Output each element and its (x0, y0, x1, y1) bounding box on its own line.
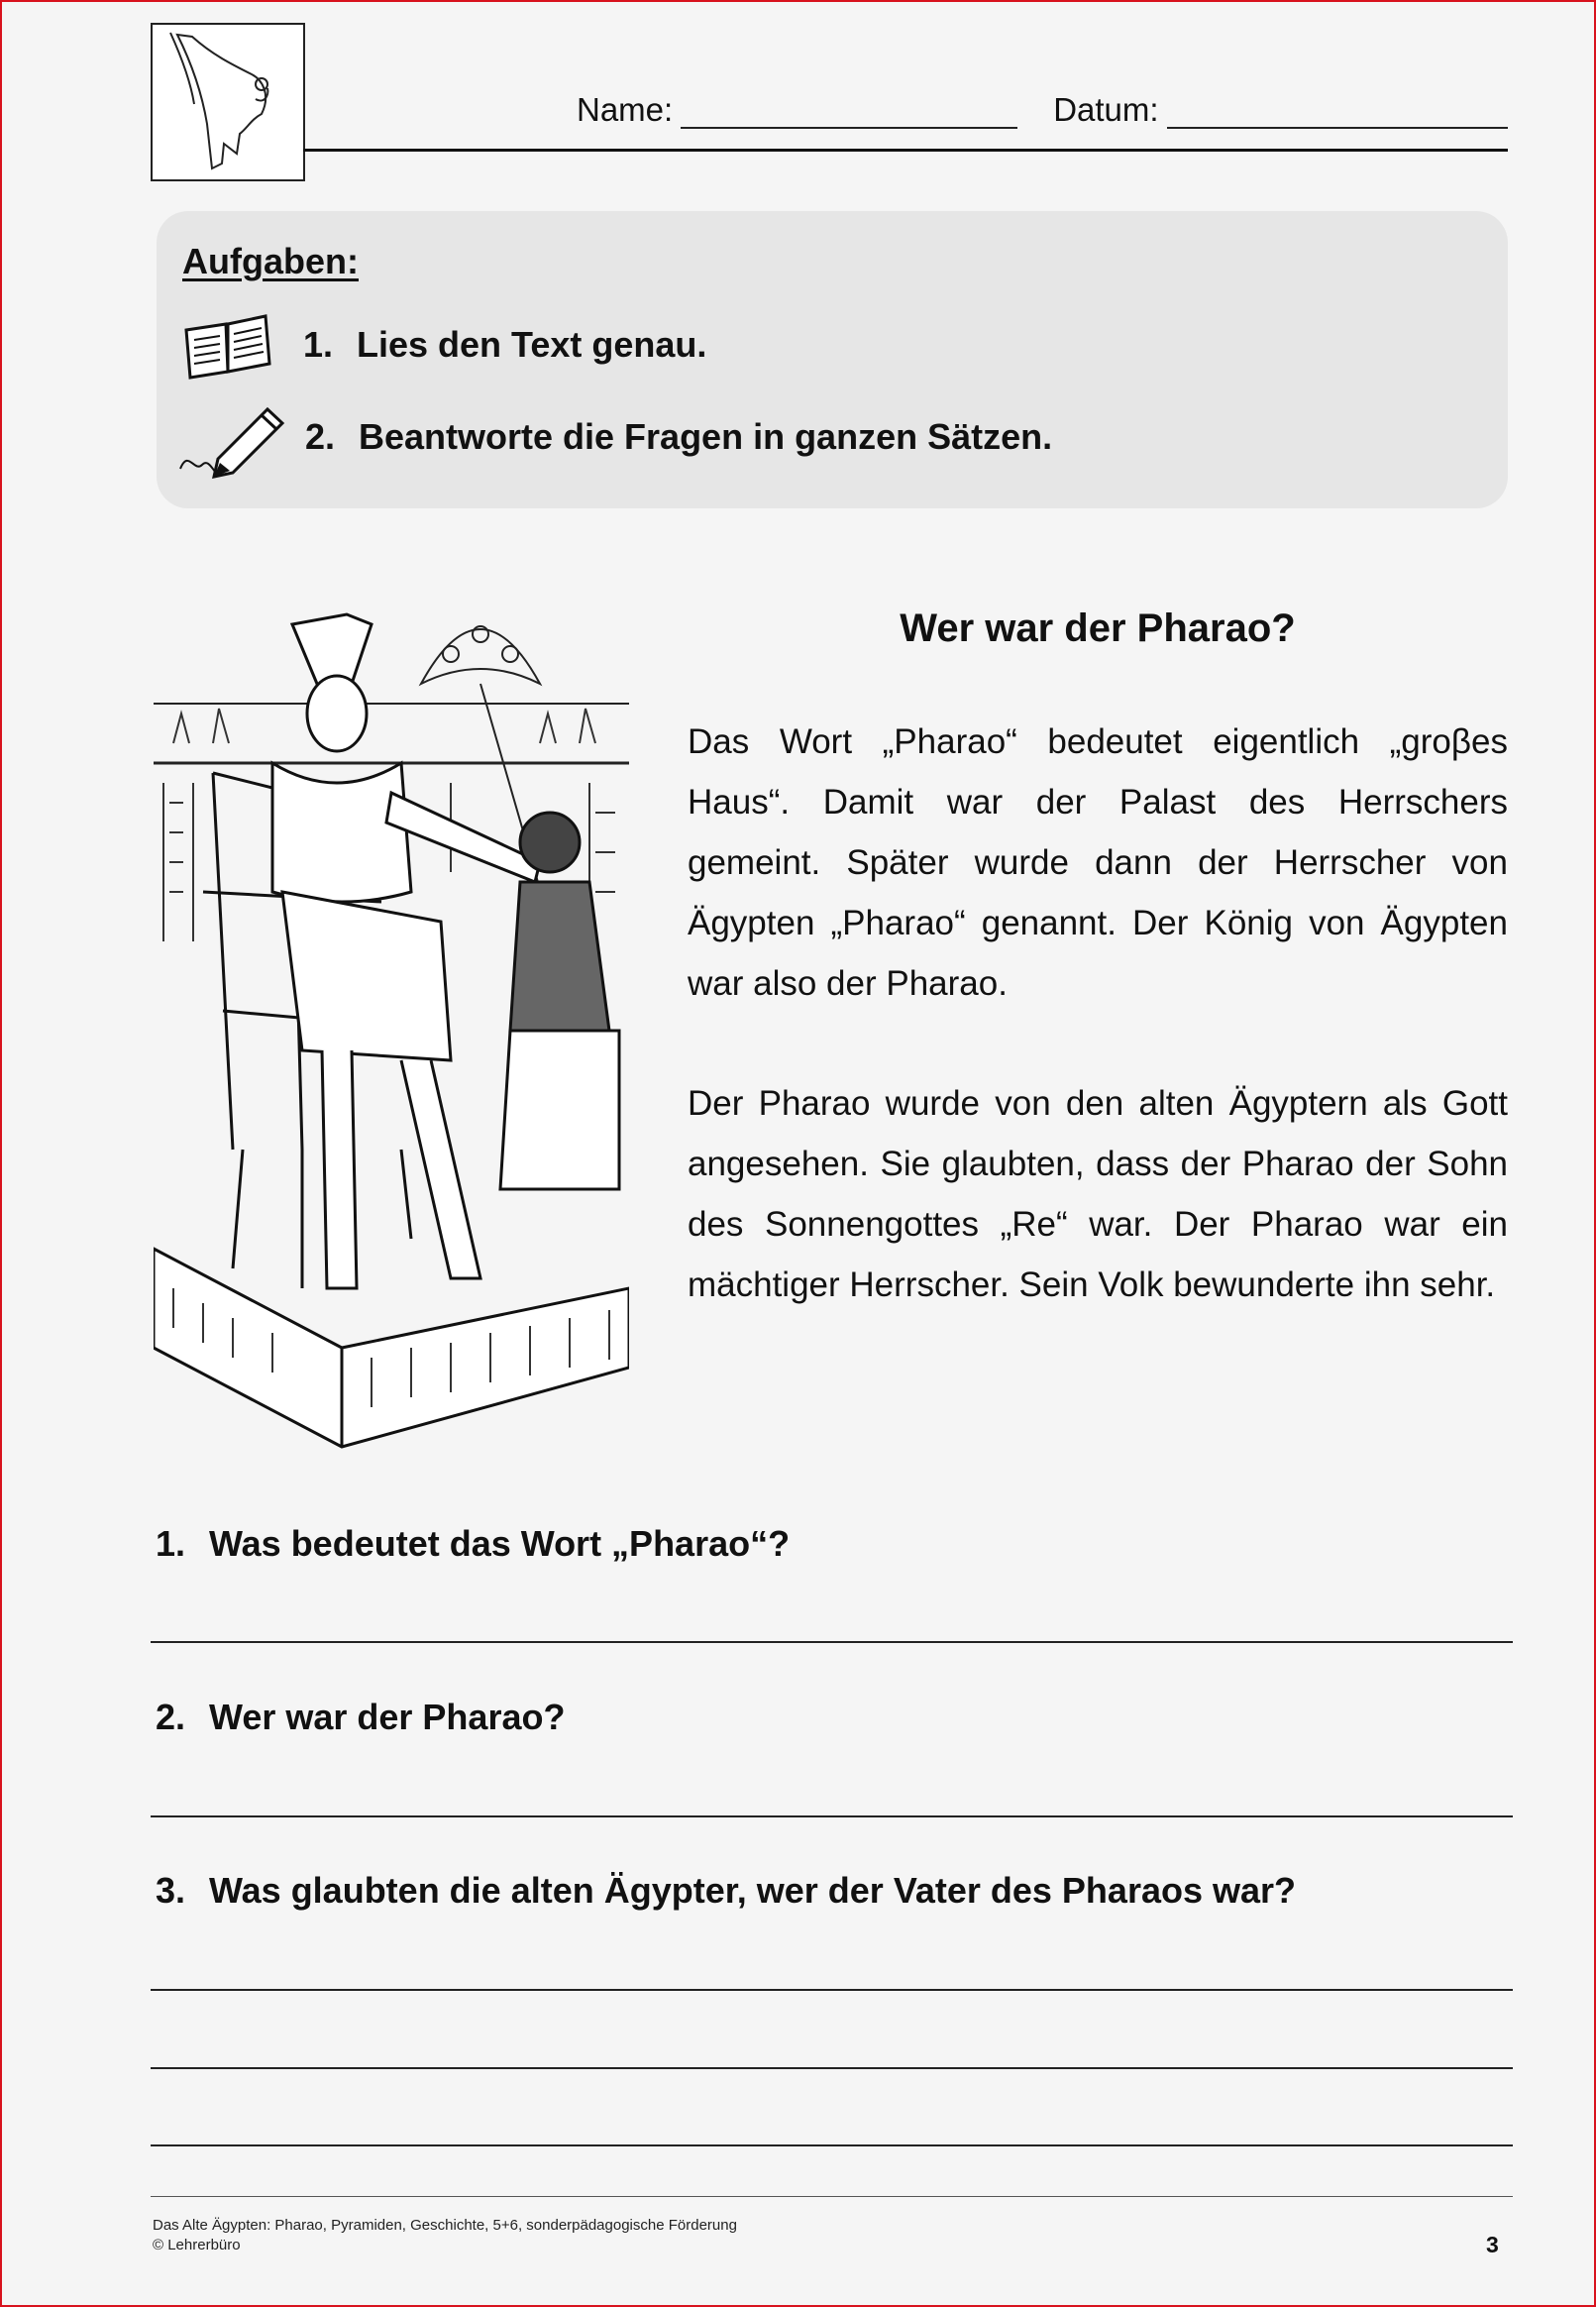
page-number: 3 (1486, 2232, 1499, 2257)
question-text: Was bedeutet das Wort „Pharao“? (209, 1523, 791, 1564)
question-1 (156, 1523, 790, 1565)
tasks-box (157, 211, 1508, 508)
task-number: 2. (305, 416, 336, 457)
task-text: Beantworte die Fragen in ganzen Sätzen. (359, 416, 1053, 457)
name-label: Name: (577, 91, 674, 128)
eagle-logo-icon (153, 25, 303, 179)
task-item-2 (305, 416, 1052, 458)
answer-line-2[interactable] (151, 1815, 1513, 1817)
tasks-title: Aufgaben: (182, 241, 359, 281)
date-label: Datum: (1053, 91, 1159, 128)
question-2 (156, 1697, 565, 1738)
answer-line-1[interactable] (151, 1641, 1513, 1643)
name-field[interactable] (681, 93, 1017, 129)
pharaoh-illustration (154, 595, 629, 1462)
footer-line-1: Das Alte Ägypten: Pharao, Pyramiden, Geschichte, 5+6, sonderpädagogische Förderung (153, 2217, 737, 2234)
article-paragraph-2: Der Pharao wurde von den alten Ägyptern als Gott angesehen. Sie glaubten, dass der Pharao der Sohn des Sonnengottes „Re“ war. Der Pharao war ein mächtiger Herrscher. Sein Volk bewunderte ihn sehr. (688, 1084, 1508, 1304)
header-divider (303, 149, 1508, 152)
pencil-icon (178, 399, 287, 479)
task-number: 1. (303, 324, 334, 365)
date-field[interactable] (1167, 93, 1508, 129)
footer-line-2: © Lehrerbüro (153, 2237, 241, 2253)
footer-credits (153, 2216, 737, 2255)
question-number: 2. (156, 1697, 186, 1737)
book-icon (178, 310, 277, 380)
footer-divider (151, 2196, 1513, 2197)
pharaoh-drawing-icon (154, 595, 629, 1462)
question-number: 3. (156, 1870, 186, 1911)
question-text: Was glaubten die alten Ägypter, wer der Vater des Pharaos war? (209, 1870, 1297, 1911)
answer-line-3a[interactable] (151, 1989, 1513, 1991)
question-text: Wer war der Pharao? (209, 1697, 566, 1737)
article-title: Wer war der Pharao? (900, 606, 1296, 650)
answer-line-3c[interactable] (151, 2144, 1513, 2146)
article-paragraph-1: Das Wort „Pharao“ bedeutet eigentlich „groβes Haus“. Damit war der Palast des Herrschers gemeint. Später wurde dann der Herrscher von Ägypten „Pharao“ genannt. Der König von Ägypten war also der Pharao. (688, 722, 1508, 1003)
question-number: 1. (156, 1523, 186, 1564)
name-date-row (577, 91, 1508, 129)
task-item-1 (303, 324, 706, 366)
question-3 (156, 1870, 1296, 1912)
answer-line-3b[interactable] (151, 2067, 1513, 2069)
task-text: Lies den Text genau. (357, 324, 707, 365)
publisher-logo (151, 23, 305, 181)
